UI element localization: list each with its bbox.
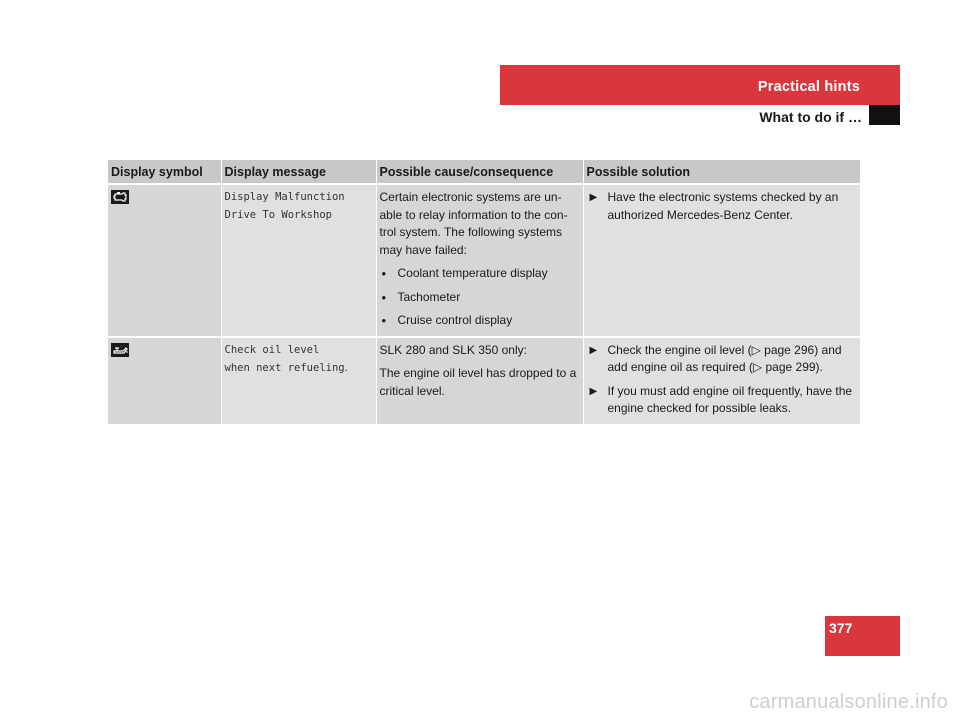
cause-cell [376, 184, 583, 337]
display-message-line: Check oil level [224, 343, 320, 356]
page-number-box [825, 616, 900, 656]
engine-malfunction-icon [111, 190, 217, 204]
display-message-line: Display Malfunction [224, 191, 345, 203]
table-row [108, 184, 860, 337]
column-header: Display message [221, 160, 376, 184]
solution-item [587, 342, 857, 377]
solution-text: Have the electronic systems checked by an authorized Mercedes-Benz Center. [607, 190, 839, 222]
solution-list [587, 189, 857, 224]
message-cell [221, 184, 376, 337]
cause-text: SLK 280 and SLK 350 only: [379, 342, 527, 357]
cause-bullet-list [380, 265, 579, 330]
message-cell [221, 337, 376, 424]
action-arrow-icon: ▶ [589, 344, 598, 356]
action-arrow-icon: ▶ [589, 192, 598, 203]
table-header-row [108, 160, 860, 184]
column-header: Possible cause/consequence [376, 160, 583, 184]
list-item: • Coolant temperature display [380, 265, 579, 283]
solution-cell [583, 337, 860, 424]
list-item: • Cruise control display [380, 312, 579, 330]
section-header-bar [500, 65, 900, 105]
display-messages-table [108, 160, 860, 424]
display-message-line [225, 359, 372, 378]
solution-text: Check the engine oil level (▷ page 296) and add engine oil as required (▷ page 299). [607, 342, 842, 374]
message-suffix: . [344, 360, 348, 374]
cause-cell [376, 337, 583, 424]
list-item: • Tachometer [380, 289, 579, 307]
display-message-line: Drive To Workshop [224, 208, 332, 221]
solution-list [587, 342, 857, 418]
solution-item [587, 383, 857, 418]
subsection-title: What to do if … [759, 109, 862, 125]
page-number: 377 [829, 620, 853, 636]
watermark: carmanualsonline.info [749, 691, 948, 713]
symbol-cell [108, 184, 221, 337]
display-message-text: when next refueling [224, 362, 345, 374]
section-title: Practical hints [757, 79, 860, 95]
cause-text: Certain electronic systems are un-able to relay information to the con-trol system. The following systems may have failed: [379, 190, 568, 257]
header-marker-block [869, 105, 900, 125]
solution-item [587, 189, 857, 224]
column-header: Display symbol [108, 160, 221, 184]
symbol-cell [108, 337, 221, 424]
oil-can-icon [111, 343, 217, 357]
action-arrow-icon: ▶ [589, 385, 598, 397]
solution-text: If you must add engine oil frequently, have the engine checked for possible leaks. [607, 383, 853, 415]
table-row [108, 337, 860, 424]
solution-cell [583, 184, 860, 337]
column-header: Possible solution [583, 160, 860, 184]
cause-text: The engine oil level has dropped to a critical level. [379, 366, 577, 398]
